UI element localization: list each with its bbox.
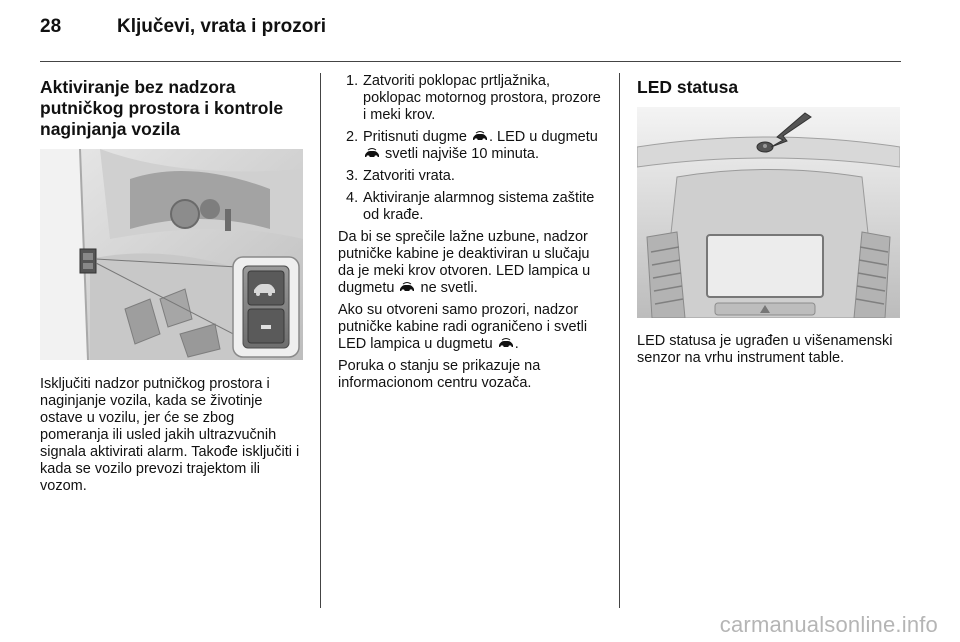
car-motion-sensor-icon (471, 130, 489, 142)
step-text: Zatvoriti vrata. (363, 168, 455, 184)
step-number: 2. (346, 129, 359, 145)
paragraph-soft-top (338, 229, 606, 297)
page-header (40, 16, 900, 50)
heading-line: naginjanja vozila (40, 119, 181, 139)
steps-list (338, 73, 606, 224)
paragraph-status-message: Poruka o stanju se prikazuje na informacionom centru vozača. (338, 358, 541, 391)
dashboard-button-illustration (40, 149, 303, 360)
column-divider-1 (320, 73, 321, 608)
step-text: Pritisnuti dugme (363, 129, 467, 145)
section-heading-led-status: LED statusa (637, 77, 739, 97)
step-number: 3. (346, 168, 359, 184)
step-text: . LED u dugmetu (489, 129, 598, 145)
car-motion-sensor-icon (363, 147, 381, 159)
step-item (338, 168, 606, 185)
car-motion-sensor-icon (398, 281, 416, 293)
step-number: 4. (346, 190, 359, 206)
paragraph-deactivation-info: Isključiti nadzor putničkog prostora i naginjanje vozila, kada se životinje ostave u vozilu, jer će se zbog pomeranja ili usled jakih ultrazvučnih signala aktivirati alarm. Takođe isključiti i kada se vozilo prevozi trajektom ili vozom. (40, 376, 300, 494)
page-number: 28 (40, 16, 62, 37)
paragraph-text: . (514, 336, 519, 352)
step-text: Aktiviranje alarmnog sistema zaštite od krađe. (363, 190, 595, 223)
header-divider (40, 61, 901, 62)
step-text: Zatvoriti poklopac prtljažnika, poklopac motornog prostora, prozore i meki krov. (363, 73, 601, 123)
paragraph-text: Ako su otvoreni samo prozori, nadzor putničke kabine radi ograničeno i svetli LED lampica u dugmetu (338, 302, 588, 352)
column-2 (338, 73, 606, 392)
column-3 (637, 73, 901, 98)
paragraph-windows-open (338, 302, 606, 353)
paragraph-text: ne svetli. (420, 280, 478, 296)
paragraph-text: Da bi se sprečile lažne uzbune, nadzor putničke kabine je deaktiviran u slučaju da je meki krov otvoren. LED lampica u dugmetu (338, 229, 591, 296)
step-number: 1. (346, 73, 359, 89)
step-text: svetli najviše 10 minuta. (385, 146, 539, 162)
step-item (338, 73, 606, 124)
car-motion-sensor-icon (497, 337, 515, 349)
step-item (338, 190, 606, 224)
column-divider-2 (619, 73, 620, 608)
paragraph-led-location: LED statusa je ugrađen u višenamenski senzor na vrhu instrument table. (637, 333, 893, 366)
heading-line: Aktiviranje bez nadzora (40, 77, 236, 97)
section-heading-deactivation (40, 77, 304, 140)
instrument-panel-led-illustration (637, 107, 900, 318)
watermark-text: carmanualsonline.info (719, 612, 938, 637)
step-item (338, 129, 606, 163)
heading-line: putničkog prostora i kontrole (40, 98, 284, 118)
column-1 (40, 73, 304, 140)
page-title: Ključevi, vrata i prozori (117, 16, 327, 37)
